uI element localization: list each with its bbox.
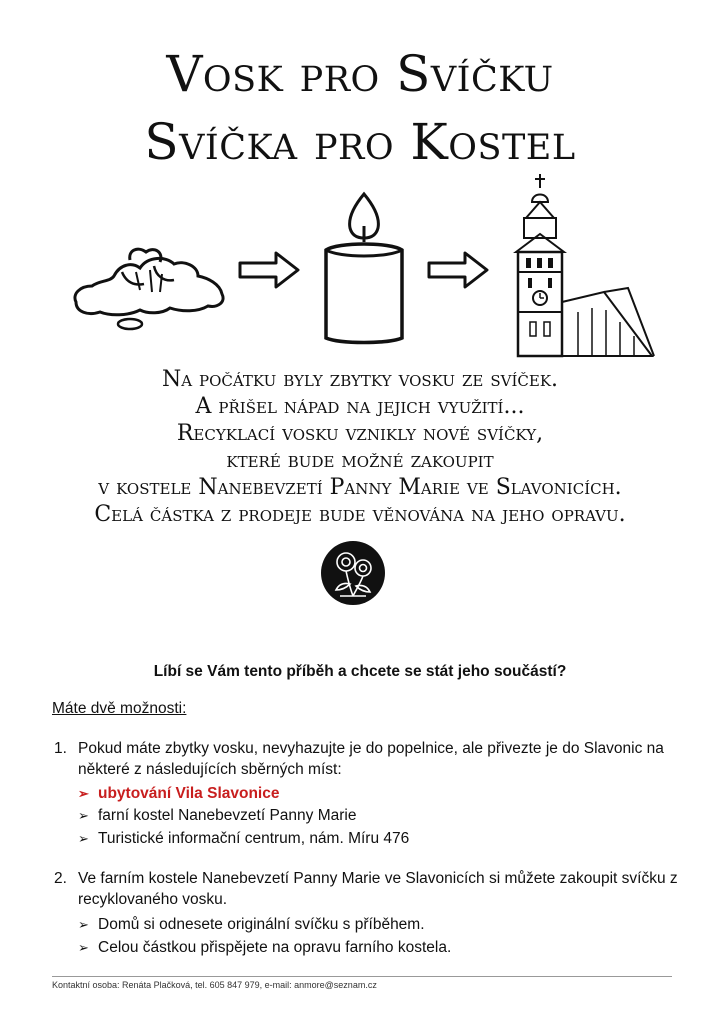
arrowhead-bullet-icon: ➢ bbox=[78, 917, 89, 932]
arrow-right-icon bbox=[425, 250, 491, 290]
arrowhead-bullet-icon: ➢ bbox=[78, 786, 89, 801]
collection-place-label: ubytování Vila Slavonice bbox=[98, 785, 280, 802]
option-number: 2. bbox=[54, 870, 67, 887]
arrowhead-bullet-icon: ➢ bbox=[78, 831, 89, 846]
candle-icon bbox=[318, 186, 410, 346]
church-icon bbox=[502, 172, 658, 360]
story-line: Recyklací vosku vznikly nové svíčky, bbox=[176, 421, 544, 446]
story-line: Celá částka z prodeje bude věnována na jeho opravu. bbox=[94, 502, 626, 527]
option-2 bbox=[54, 868, 694, 910]
story-line: které bude možné zakoupit bbox=[226, 448, 494, 473]
collection-place bbox=[78, 805, 356, 826]
option-number: 1. bbox=[54, 740, 67, 757]
footer-contact: Kontaktní osoba: Renáta Plačková, tel. 605 847 979, e-mail: anmore@seznam.cz bbox=[52, 980, 377, 990]
title-line-1: Vosk pro Svíčku bbox=[166, 45, 554, 103]
benefit-item bbox=[78, 914, 425, 935]
melted-wax-icon bbox=[70, 242, 230, 332]
options-heading: Máte dvě možnosti: bbox=[52, 700, 187, 717]
question-heading: Líbí se Vám tento příběh a chcete se stát jeho součástí? bbox=[153, 663, 567, 680]
flower-emblem-icon bbox=[320, 540, 386, 606]
option-text: Pokud máte zbytky vosku, nevyhazujte je do popelnice, ale přivezte je do Slavonic na některé z následujících sběrných míst: bbox=[78, 740, 664, 778]
arrowhead-bullet-icon: ➢ bbox=[78, 808, 89, 823]
story-line: v kostele Nanebevzetí Panny Marie ve Slavonicích. bbox=[98, 475, 622, 500]
title-line-2: Svíčka pro Kostel bbox=[144, 113, 576, 171]
story-line: Na počátku byly zbytky vosku ze svíček. bbox=[161, 367, 559, 392]
benefit-label: Celou částkou přispějete na opravu farního kostela. bbox=[98, 939, 452, 956]
collection-place-label: Turistické informační centrum, nám. Míru 476 bbox=[98, 830, 410, 847]
story-line: A přišel nápad na jejich využití... bbox=[195, 394, 525, 419]
collection-place bbox=[78, 828, 409, 849]
option-1 bbox=[54, 738, 694, 780]
story-text bbox=[0, 366, 720, 528]
option-text: Ve farním kostele Nanebevzetí Panny Marie ve Slavonicích si můžete zakoupit svíčku z recyklovaného vosku. bbox=[78, 870, 678, 908]
benefit-label: Domů si odnesete originální svíčku s příběhem. bbox=[98, 916, 425, 933]
benefit-item bbox=[78, 937, 451, 958]
collection-place bbox=[78, 783, 279, 804]
collection-place-label: farní kostel Nanebevzetí Panny Marie bbox=[98, 807, 357, 824]
arrow-right-icon bbox=[236, 250, 302, 290]
arrowhead-bullet-icon: ➢ bbox=[78, 940, 89, 955]
footer-divider bbox=[52, 976, 672, 977]
